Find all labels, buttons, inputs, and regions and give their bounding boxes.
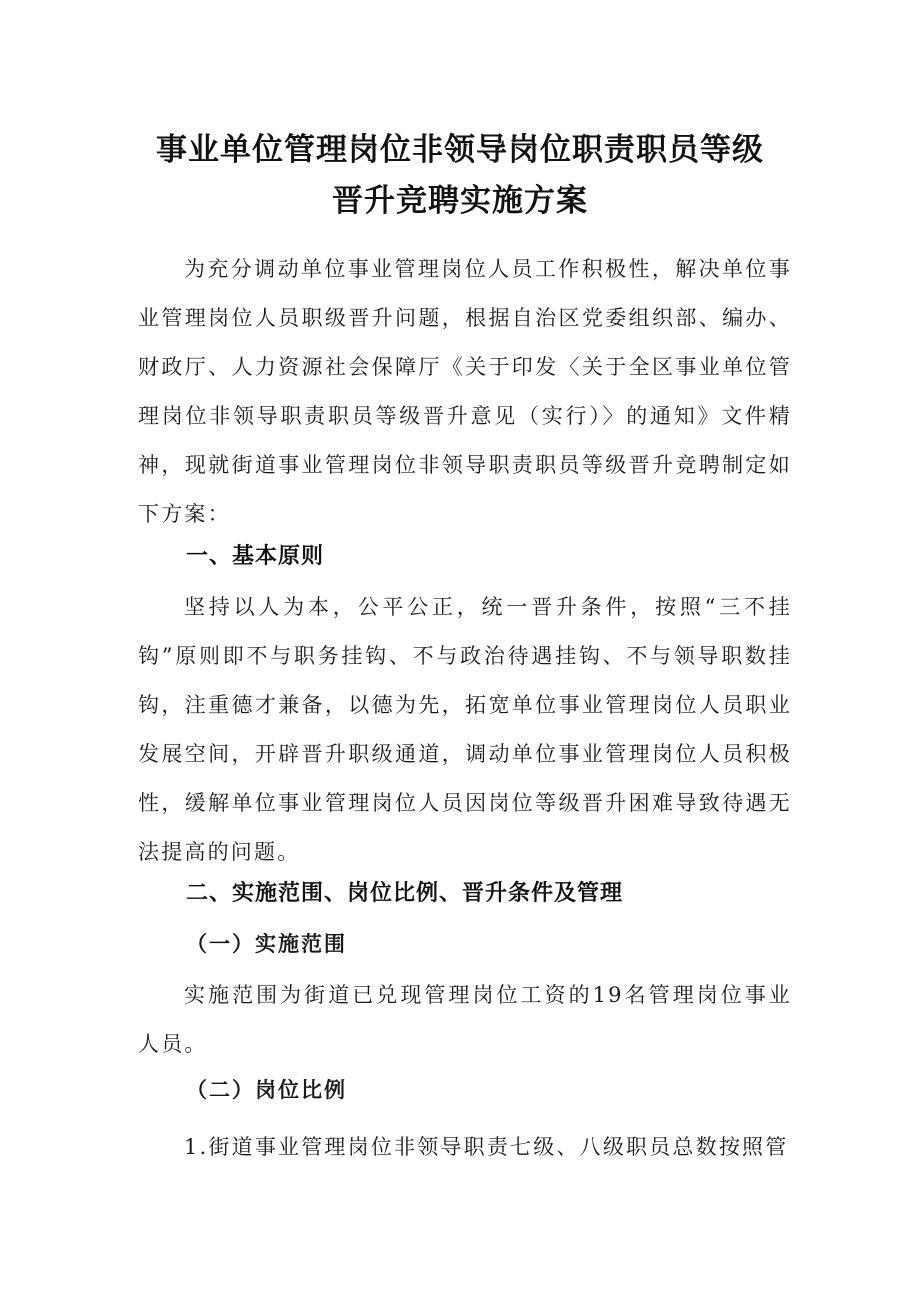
section-1-heading: 一、基本原则: [186, 544, 325, 569]
subsection-2-paragraph: 1.街道事业管理岗位非领导职责七级、八级职员总数按照管: [184, 1135, 789, 1159]
subsection-1-paragraph: 实施范围为街道已兑现管理岗位工资的19名管理岗位事业人员。: [138, 983, 792, 1056]
subsection-1-heading: （一）实施范围: [186, 931, 347, 956]
intro-paragraph: 为充分调动单位事业管理岗位人员工作积极性，解决单位事业管理岗位人员职级晋升问题，根据自治区党委组织部、编办、财政厅、人力资源社会保障厅《关于印发〈关于全区事业单位管理岗位非领导职责职员等级晋升意见（实行）〉的通知》文件精神，现就街道事业管理岗位非领导职责职员等级晋升竞聘制定如下方案：: [138, 257, 792, 526]
subsection-2-heading: （二）岗位比例: [186, 1077, 347, 1102]
document-title-line-2: 晋升竞聘实施方案: [332, 183, 588, 219]
section-1-paragraph: 坚持以人为本，公平公正，统一晋升条件，按照“三不挂钩”原则即不与职务挂钩、不与政治待遇挂钩、不与领导职数挂钩，注重德才兼备，以德为先，拓宽单位事业管理岗位人员职业发展空间，开辟晋升职级通道，调动单位事业管理岗位人员积极性，缓解单位事业管理岗位人员因岗位等级晋升困难导致待遇无法提高的问题。: [138, 595, 792, 864]
document-title-line-1: 事业单位管理岗位非领导岗位职责职员等级: [156, 132, 764, 168]
section-2-heading: 二、实施范围、岗位比例、晋升条件及管理: [186, 881, 624, 906]
